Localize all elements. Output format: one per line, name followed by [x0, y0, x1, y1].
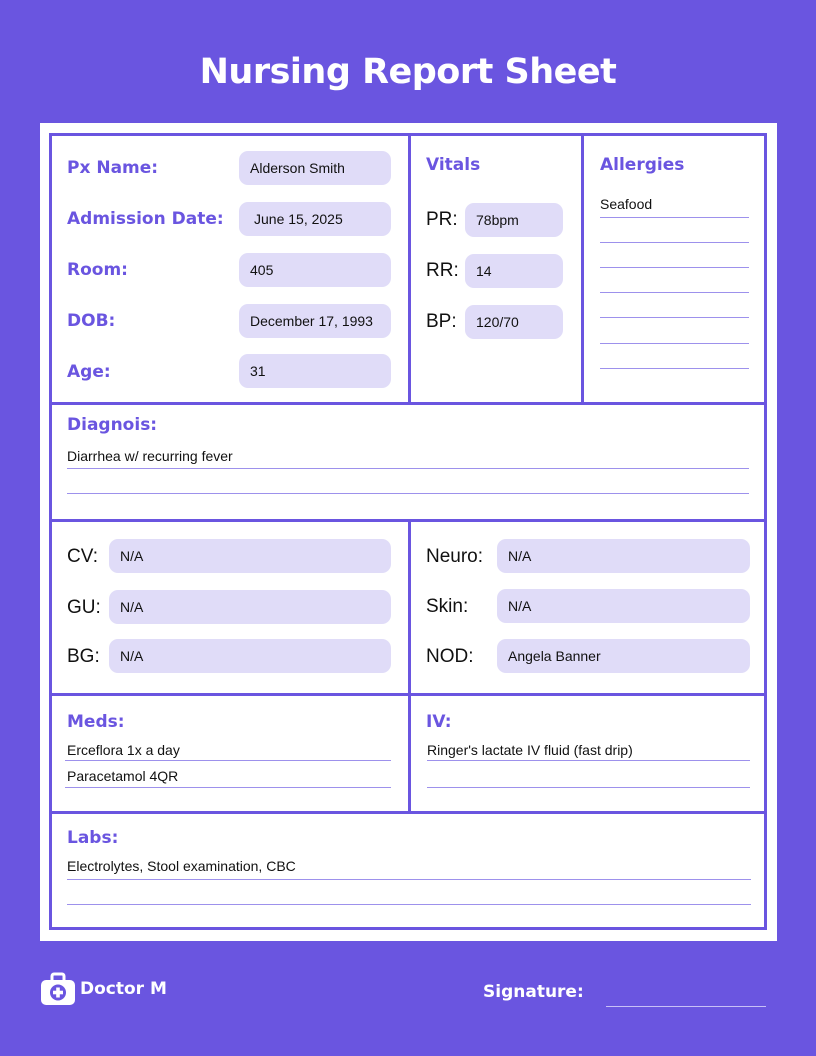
- iv-line-1[interactable]: Ringer's lactate IV fluid (fast drip): [427, 742, 633, 758]
- allergy-rule: [600, 317, 749, 318]
- pr-label: PR:: [426, 209, 458, 230]
- meds-line-1[interactable]: Erceflora 1x a day: [67, 742, 180, 758]
- nod-field[interactable]: Angela Banner: [497, 639, 750, 673]
- room-field[interactable]: 405: [239, 253, 391, 287]
- signature-label: Signature:: [483, 982, 584, 1002]
- divider: [408, 519, 411, 811]
- allergy-rule: [600, 267, 749, 268]
- bp-label: BP:: [426, 311, 457, 332]
- labs-rule: [67, 904, 751, 905]
- divider: [52, 693, 764, 696]
- labs-heading: Labs:: [67, 828, 119, 848]
- diagnosis-rule: [67, 468, 749, 469]
- bg-field[interactable]: N/A: [109, 639, 391, 673]
- nod-label: NOD:: [426, 646, 474, 667]
- signature-line[interactable]: [606, 1006, 766, 1007]
- rr-field[interactable]: 14: [465, 254, 563, 288]
- page-title: Nursing Report Sheet: [199, 52, 617, 92]
- allergy-rule: [600, 368, 749, 369]
- labs-line-1[interactable]: Electrolytes, Stool examination, CBC: [67, 858, 296, 874]
- labs-rule: [67, 879, 751, 880]
- allergy-rule: [600, 242, 749, 243]
- cv-label: CV:: [67, 546, 98, 567]
- report-grid: [49, 133, 767, 930]
- gu-label: GU:: [67, 597, 101, 618]
- allergy-rule: [600, 292, 749, 293]
- iv-heading: IV:: [426, 712, 452, 732]
- admission-date-label: Admission Date:: [67, 209, 224, 229]
- cv-field[interactable]: N/A: [109, 539, 391, 573]
- allergy-rule: [600, 343, 749, 344]
- vitals-heading: Vitals: [426, 155, 481, 175]
- divider: [581, 136, 584, 402]
- skin-label: Skin:: [426, 596, 469, 617]
- pr-field[interactable]: 78bpm: [465, 203, 563, 237]
- brand: [40, 972, 167, 1006]
- report-sheet: [40, 123, 777, 941]
- divider: [52, 402, 764, 405]
- room-label: Room:: [67, 260, 128, 280]
- diagnosis-heading: Diagnois:: [67, 415, 158, 435]
- meds-line-2[interactable]: Paracetamol 4QR: [67, 768, 179, 784]
- px-name-label: Px Name:: [67, 158, 159, 178]
- age-field[interactable]: 31: [239, 354, 391, 388]
- dob-field[interactable]: December 17, 1993: [239, 304, 391, 338]
- divider: [52, 811, 764, 814]
- allergy-rule: [600, 217, 749, 218]
- rr-label: RR:: [426, 260, 459, 281]
- neuro-label: Neuro:: [426, 546, 484, 567]
- medical-kit-icon: [40, 972, 76, 1006]
- brand-name: Doctor M: [80, 979, 167, 999]
- admission-date-field[interactable]: June 15, 2025: [239, 202, 391, 236]
- neuro-field[interactable]: N/A: [497, 539, 750, 573]
- age-label: Age:: [67, 362, 111, 382]
- dob-label: DOB:: [67, 311, 116, 331]
- bg-label: BG:: [67, 646, 100, 667]
- allergy-line-1[interactable]: Seafood: [600, 196, 653, 212]
- allergies-heading: Allergies: [600, 155, 685, 175]
- bp-field[interactable]: 120/70: [465, 305, 563, 339]
- meds-rule: [65, 760, 391, 761]
- gu-field[interactable]: N/A: [109, 590, 391, 624]
- iv-rule: [427, 787, 750, 788]
- skin-field[interactable]: N/A: [497, 589, 750, 623]
- meds-rule: [65, 787, 391, 788]
- meds-heading: Meds:: [67, 712, 125, 732]
- divider: [408, 136, 411, 402]
- iv-rule: [427, 760, 750, 761]
- diagnosis-rule: [67, 493, 749, 494]
- px-name-field[interactable]: Alderson Smith: [239, 151, 391, 185]
- diagnosis-line-1[interactable]: Diarrhea w/ recurring fever: [67, 448, 233, 464]
